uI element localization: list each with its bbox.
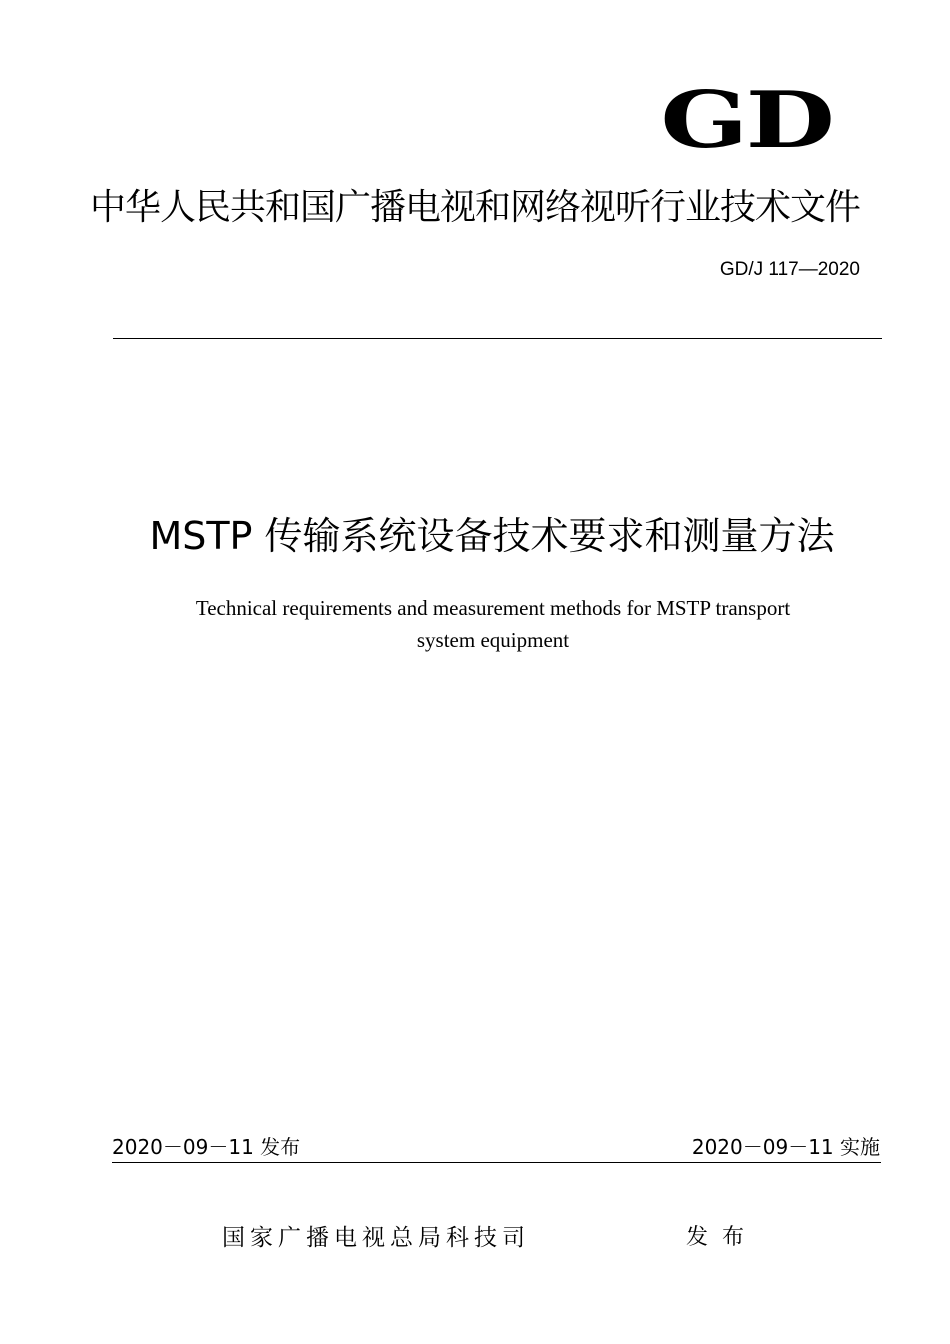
document-title-english [120,592,866,656]
gd-logo: GD [660,75,832,166]
document-number: GD/J 117—2020 [719,259,860,280]
document-title-chinese: MSTP 传输系统设备技术要求和测量方法 [149,514,835,558]
publish-label: 发布 [686,1225,759,1250]
bottom-divider [112,1162,881,1163]
implementation-date: 2020－09－11 实施 [691,1135,880,1159]
release-date: 2020－09－11 发布 [112,1135,301,1159]
publisher-name: 国家广播电视总局科技司 [222,1225,530,1251]
english-title-line-1: Technical requirements and measurement methods for MSTP transport [195,596,791,620]
english-title-line-2: system equipment [416,628,570,652]
top-divider [113,338,882,339]
issuer-title: 中华人民共和国广播电视和网络视听行业技术文件 [89,187,860,228]
